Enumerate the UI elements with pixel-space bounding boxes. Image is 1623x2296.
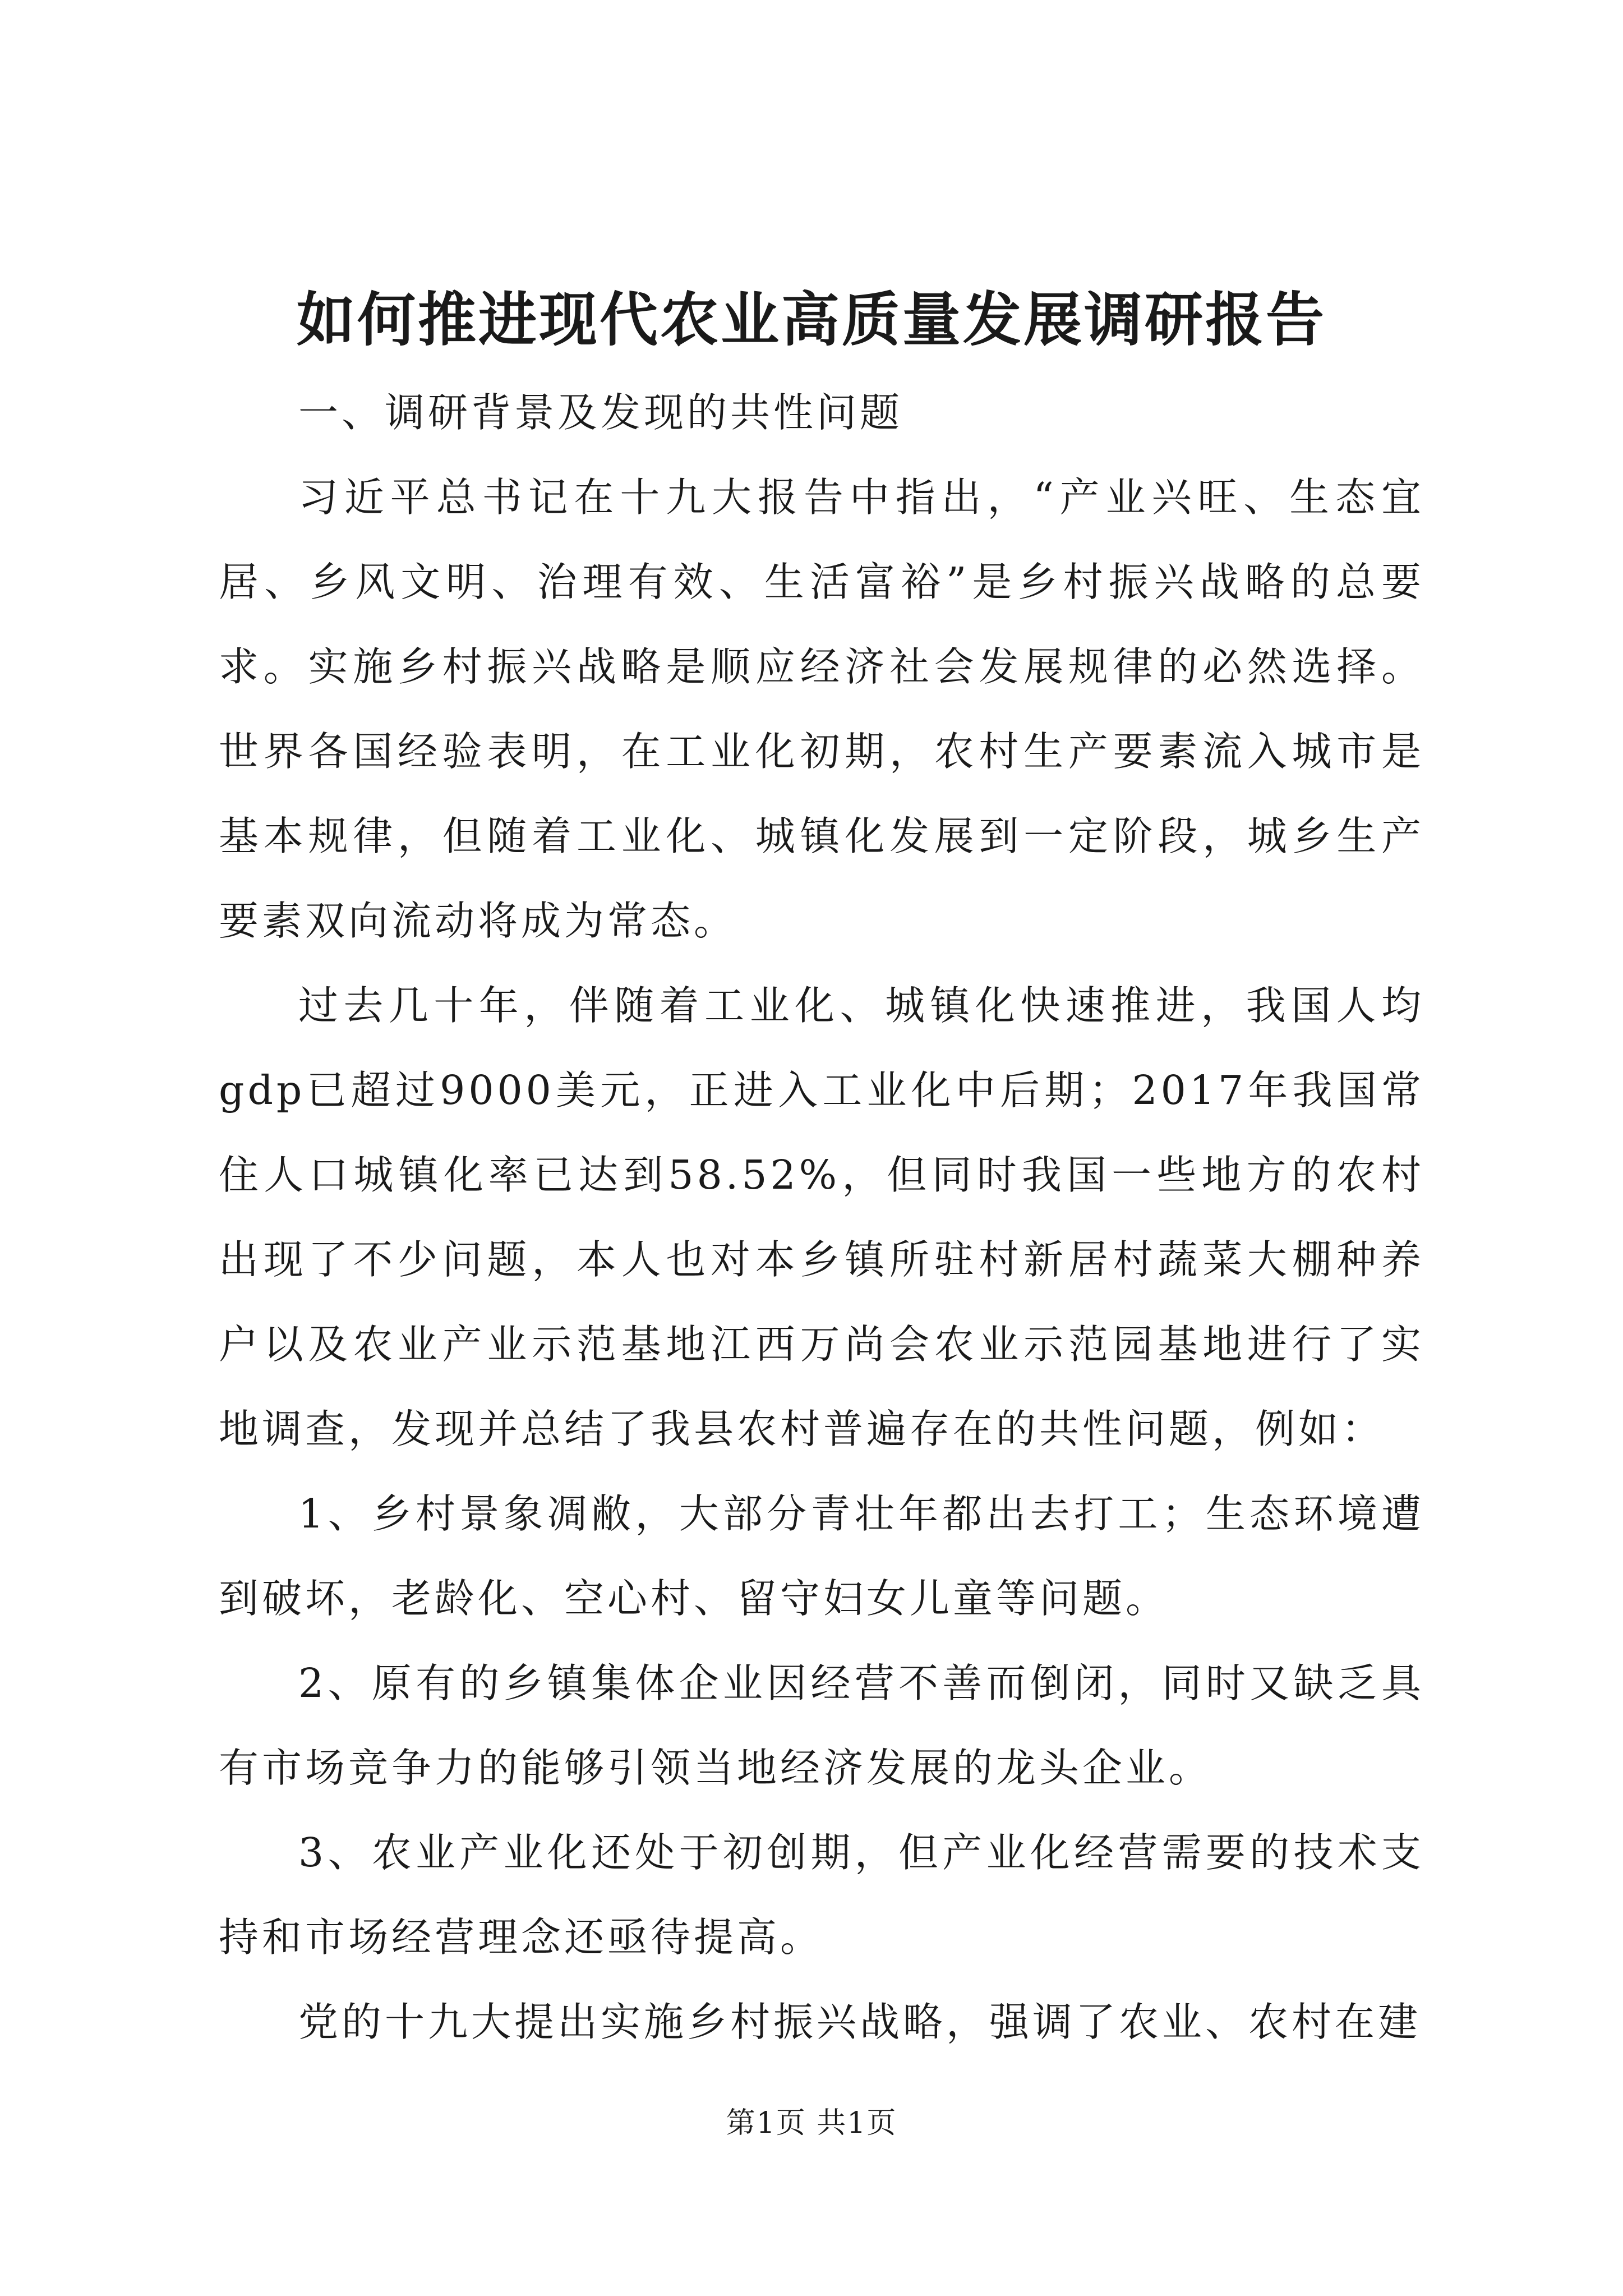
list-item: 2、原有的乡镇集体企业因经营不善而倒闭，同时又缺乏具有市场竞争力的能够引领当地经济发展的龙头企业。	[219, 1660, 1424, 1791]
list-item: 3、农业产业化还处于初创期，但产业化经营需要的技术支持和市场经营理念还亟待提高。	[219, 1829, 1424, 1961]
document-title: 如何推进现代农业高质量发展调研报告	[296, 285, 1326, 354]
document-body	[219, 370, 1424, 2064]
page-footer: 第1页 共1页	[726, 2106, 897, 2140]
list-item: 1、乡村景象凋敝，大部分青壮年都出去打工；生态环境遭到破坏，老龄化、空心村、留守妇女儿童等问题。	[219, 1490, 1424, 1622]
paragraph: 习近平总书记在十九大报告中指出，“产业兴旺、生态宜居、乡风文明、治理有效、生活富裕”是乡村振兴战略的总要求。实施乡村振兴战略是顺应经济社会发展规律的必然选择。世界各国经验表明，在工业化初期，农村生产要素流入城市是基本规律，但随着工业化、城镇化发展到一定阶段，城乡生产要素双向流动将成为常态。	[219, 474, 1424, 944]
paragraph: 党的十九大提出实施乡村振兴战略，强调了农业、农村在建	[298, 1999, 1422, 2045]
section-heading: 一、调研背景及发现的共性问题	[298, 389, 903, 436]
paragraph: 过去几十年，伴随着工业化、城镇化快速推进，我国人均gdp已超过9000美元，正进入工业化中后期；2017年我国常住人口城镇化率已达到58.52%，但同时我国一些地方的农村出现了不少问题，本人也对本乡镇所驻村新居村蔬菜大棚种养户以及农业产业示范基地江西万尚会农业示范园基地进行了实地调查，发现并总结了我县农村普遍存在的共性问题，例如：	[219, 982, 1424, 1452]
